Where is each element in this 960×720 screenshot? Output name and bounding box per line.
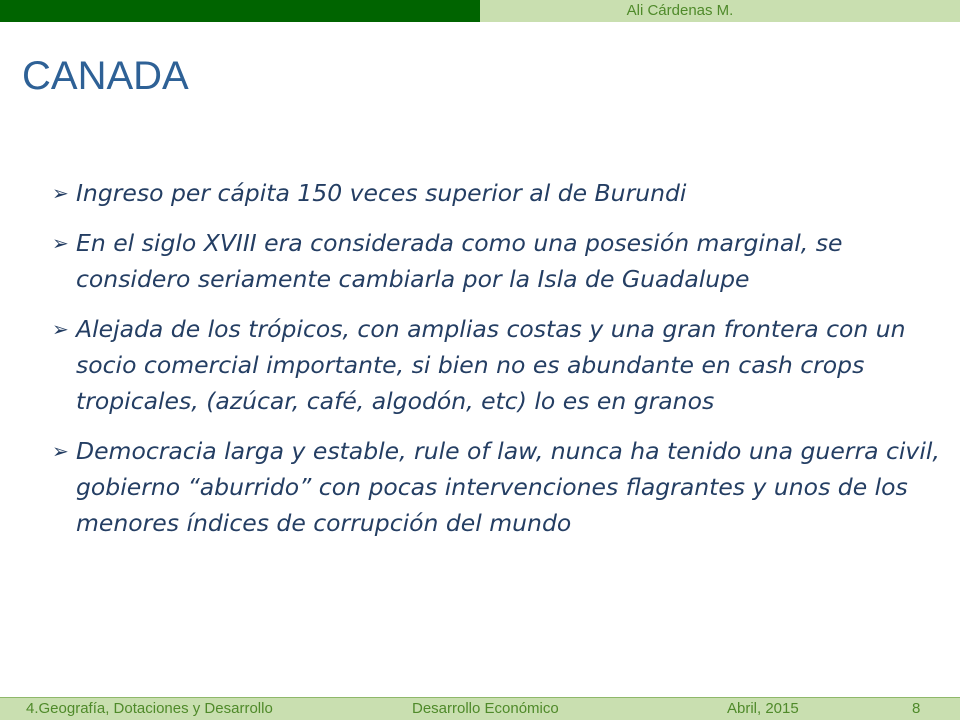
footer-subject-label: Desarrollo Económico <box>412 700 559 717</box>
bullet-text: En el siglo XVIII era considerada como una posesión marginal, se considero seriamente cambiarla por la Isla de Guadalupe <box>76 229 843 293</box>
arrowhead-bullet-icon: ➢ <box>52 439 69 463</box>
bullet-text: Alejada de los trópicos, con amplias costas y una gran frontera con un socio comercial importante, si bien no es abundante en cash crops tropicales, (azúcar, café, algodón, etc) lo es en granos <box>76 315 906 415</box>
bullet-item <box>52 311 942 419</box>
bullet-item <box>52 175 942 211</box>
arrowhead-bullet-icon: ➢ <box>52 231 69 255</box>
bullet-item <box>52 225 942 297</box>
page-number: 8 <box>912 700 921 717</box>
bullet-text: Democracia larga y estable, rule of law, nunca ha tenido una guerra civil, gobierno “aburrido” con pocas intervenciones flagrantes y unos de los menores índices de corrupción del mundo <box>76 437 940 537</box>
arrowhead-bullet-icon: ➢ <box>52 317 69 341</box>
footer-date: Abril, 2015 <box>727 700 799 717</box>
header-bar-dark <box>0 0 480 22</box>
slide-title: CANADA <box>22 54 189 98</box>
bullet-text: Ingreso per cápita 150 veces superior al de Burundi <box>76 179 687 207</box>
footer-bar <box>0 697 960 720</box>
bullet-item <box>52 433 942 541</box>
arrowhead-bullet-icon: ➢ <box>52 181 69 205</box>
footer-course-label: 4.Geografía, Dotaciones y Desarrollo <box>26 700 273 717</box>
author-label: Ali Cárdenas M. <box>626 2 734 19</box>
bullet-list <box>52 175 942 555</box>
